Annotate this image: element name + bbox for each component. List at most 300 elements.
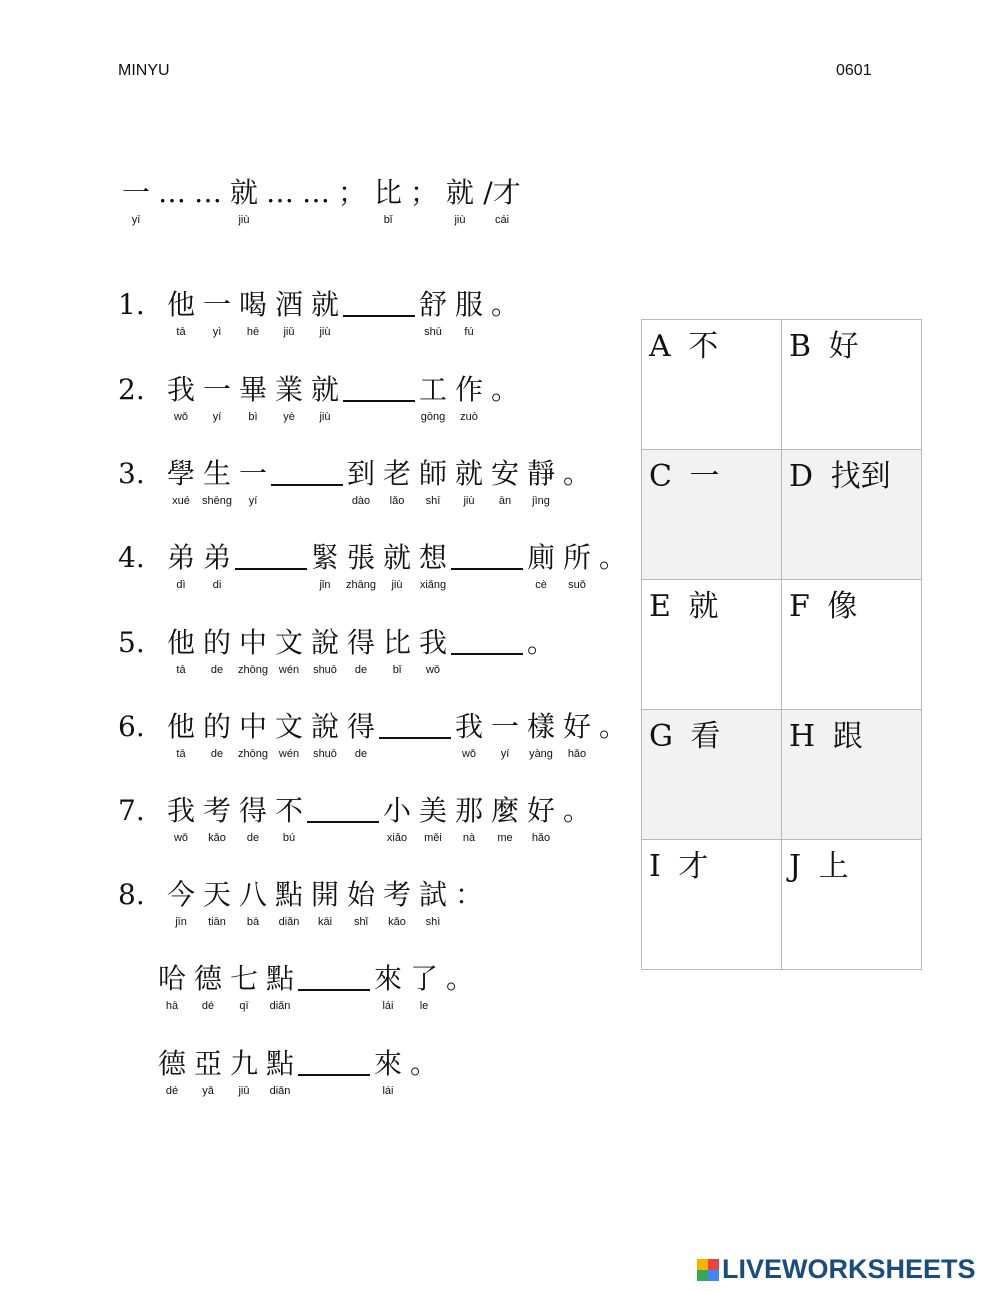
hanzi: 張 xyxy=(346,541,375,574)
option-f[interactable] xyxy=(782,580,922,710)
hanzi: 說 xyxy=(310,626,339,659)
header-right-label: 0601 xyxy=(836,62,872,79)
answer-blank[interactable] xyxy=(451,540,523,570)
option-label xyxy=(642,840,781,882)
hanzi: 不 xyxy=(274,794,303,827)
char-cell xyxy=(199,877,235,929)
worksheet-title xyxy=(118,175,526,227)
hanzi: 的 xyxy=(202,710,231,743)
hanzi: 就 xyxy=(310,373,339,406)
char-cell xyxy=(415,793,451,845)
hanzi: 。 xyxy=(490,373,519,406)
char-cell xyxy=(163,793,199,845)
char-cell xyxy=(379,540,415,592)
pinyin: dé xyxy=(165,1085,179,1097)
char-cell xyxy=(190,1046,226,1098)
char-cell xyxy=(262,961,298,1013)
hanzi: 點 xyxy=(265,1047,294,1080)
pinyin: xiǎo xyxy=(386,832,408,844)
hanzi: 樣 xyxy=(526,710,555,743)
option-label xyxy=(642,580,781,622)
hanzi: … xyxy=(158,176,186,209)
pinyin: tā xyxy=(176,326,186,338)
option-letter: G xyxy=(649,719,673,754)
pinyin: yí xyxy=(500,748,510,760)
pinyin: bā xyxy=(246,916,260,928)
pinyin: bǐ xyxy=(383,214,393,226)
question-6 xyxy=(118,709,631,761)
option-text: 就 xyxy=(688,589,719,624)
pinyin: shēng xyxy=(202,495,232,507)
option-text: 上 xyxy=(818,849,849,884)
hanzi: 安 xyxy=(490,457,519,490)
char-cell xyxy=(199,709,235,761)
pinyin: yàng xyxy=(529,748,553,760)
pinyin: jiù xyxy=(319,326,331,338)
hanzi: 到 xyxy=(346,457,375,490)
hanzi: 弟 xyxy=(202,541,231,574)
question-number: 3. xyxy=(118,457,145,490)
hanzi: 點 xyxy=(265,962,294,995)
question-7 xyxy=(118,793,595,845)
hanzi: 弟 xyxy=(166,541,195,574)
option-letter: D xyxy=(789,459,814,494)
hanzi: 。 xyxy=(490,288,519,321)
char-cell xyxy=(154,175,190,227)
char-cell xyxy=(199,456,235,508)
hanzi: 哈 xyxy=(157,962,186,995)
pinyin: tā xyxy=(176,748,186,760)
hanzi: 亞 xyxy=(193,1047,222,1080)
answer-blank[interactable] xyxy=(307,793,379,823)
hanzi: 九 xyxy=(229,1047,258,1080)
option-label xyxy=(782,710,921,752)
pinyin: diǎn xyxy=(269,1000,291,1012)
pinyin: cè xyxy=(535,579,547,591)
option-text: 像 xyxy=(827,589,858,624)
pinyin: wǒ xyxy=(173,832,189,844)
hanzi: 麼 xyxy=(490,794,519,827)
char-cell xyxy=(271,793,307,845)
option-label xyxy=(782,320,921,362)
hanzi: 。 xyxy=(526,626,555,659)
option-e[interactable] xyxy=(642,580,782,710)
char-cell xyxy=(271,709,307,761)
char-cell xyxy=(451,372,487,424)
char-cell xyxy=(523,625,559,677)
char-cell xyxy=(343,540,379,592)
pinyin: jìng xyxy=(532,495,550,507)
char-cell xyxy=(559,793,595,845)
hanzi: … xyxy=(266,176,294,209)
char-cell xyxy=(163,709,199,761)
hanzi: 他 xyxy=(166,626,195,659)
hanzi: 一 xyxy=(238,457,267,490)
option-letter: E xyxy=(649,589,671,624)
hanzi: 比 xyxy=(373,176,402,209)
char-cell xyxy=(379,877,415,929)
hanzi: 就 xyxy=(382,541,411,574)
char-cell xyxy=(343,877,379,929)
hanzi: 了 xyxy=(409,962,438,995)
char-cell xyxy=(190,961,226,1013)
pinyin: tiān xyxy=(208,916,226,928)
pinyin: bì xyxy=(248,411,258,423)
pinyin: yè xyxy=(283,411,295,423)
hanzi: 得 xyxy=(238,794,267,827)
hanzi: 天 xyxy=(202,878,231,911)
pinyin: wǒ xyxy=(461,748,477,760)
option-c[interactable] xyxy=(642,450,782,580)
char-cell xyxy=(451,793,487,845)
pinyin: jiù xyxy=(454,214,466,226)
char-cell xyxy=(163,540,199,592)
pinyin: kāi xyxy=(317,916,333,928)
char-cell xyxy=(415,372,451,424)
pinyin: diǎn xyxy=(278,916,300,928)
hanzi: 點 xyxy=(274,878,303,911)
hanzi: 比 xyxy=(382,626,411,659)
hanzi: 我 xyxy=(166,373,195,406)
answer-blank[interactable] xyxy=(298,1046,370,1076)
option-label xyxy=(642,710,781,752)
pinyin: dào xyxy=(351,495,371,507)
option-text: 看 xyxy=(690,719,721,754)
hanzi: 他 xyxy=(166,710,195,743)
char-cell xyxy=(559,456,595,508)
option-text: 找到 xyxy=(830,459,891,494)
char-cell xyxy=(487,456,523,508)
pinyin: nà xyxy=(462,832,476,844)
hanzi: 考 xyxy=(202,794,231,827)
char-cell xyxy=(415,877,451,929)
char-cell xyxy=(379,625,415,677)
pinyin: bǐ xyxy=(392,664,402,676)
hanzi: 業 xyxy=(274,373,303,406)
pinyin: xiǎng xyxy=(419,579,447,591)
char-cell xyxy=(190,175,226,227)
char-cell xyxy=(343,625,379,677)
hanzi: 他 xyxy=(166,288,195,321)
pinyin: de xyxy=(354,748,368,760)
pinyin: de xyxy=(354,664,368,676)
hanzi: 德 xyxy=(193,962,222,995)
hanzi: 考 xyxy=(382,878,411,911)
pinyin: yī xyxy=(131,214,141,226)
char-cell xyxy=(307,709,343,761)
char-cell xyxy=(199,793,235,845)
option-label xyxy=(782,840,921,882)
hanzi: ： xyxy=(454,878,483,911)
hanzi: 說 xyxy=(310,710,339,743)
logo-mark-icon xyxy=(697,1259,719,1281)
char-cell xyxy=(163,625,199,677)
char-cell xyxy=(415,287,451,339)
pinyin: měi xyxy=(424,832,442,844)
char-cell xyxy=(235,625,271,677)
hanzi: 學 xyxy=(166,457,195,490)
char-cell xyxy=(379,456,415,508)
char-cell xyxy=(343,456,379,508)
option-label xyxy=(642,320,781,362)
hanzi: 七 xyxy=(229,962,258,995)
hanzi: 好 xyxy=(562,710,591,743)
char-cell xyxy=(343,709,379,761)
pinyin: shuō xyxy=(313,748,337,760)
option-letter: I xyxy=(649,849,661,884)
char-cell xyxy=(235,709,271,761)
hanzi: 來 xyxy=(373,962,402,995)
char-cell xyxy=(199,540,235,592)
char-cell xyxy=(226,1046,262,1098)
option-letter: C xyxy=(649,459,672,494)
question-number: 2. xyxy=(118,373,145,406)
char-cell xyxy=(559,709,595,761)
char-cell xyxy=(487,372,523,424)
pinyin: yí xyxy=(212,411,222,423)
hanzi: ； xyxy=(337,176,366,209)
pinyin: cái xyxy=(494,214,510,226)
question-10 xyxy=(154,1046,442,1098)
char-cell xyxy=(451,709,487,761)
question-number: 6. xyxy=(118,710,145,743)
answer-blank[interactable] xyxy=(235,540,307,570)
hanzi: 就 xyxy=(454,457,483,490)
pinyin: wǒ xyxy=(425,664,441,676)
hanzi: 舒 xyxy=(418,288,447,321)
answer-blank[interactable] xyxy=(343,372,415,402)
char-cell xyxy=(262,1046,298,1098)
hanzi: 。 xyxy=(598,541,627,574)
char-cell xyxy=(487,287,523,339)
char-cell xyxy=(154,961,190,1013)
char-cell xyxy=(163,456,199,508)
option-letter: J xyxy=(789,849,802,884)
hanzi: 來 xyxy=(373,1047,402,1080)
pinyin: le xyxy=(419,1000,429,1012)
question-number: 1. xyxy=(118,288,145,321)
option-label xyxy=(782,450,921,492)
char-cell xyxy=(307,372,343,424)
char-cell xyxy=(595,709,631,761)
hanzi: 作 xyxy=(454,373,483,406)
pinyin: hā xyxy=(165,1000,179,1012)
pinyin: jiù xyxy=(238,214,250,226)
option-j[interactable] xyxy=(782,840,922,970)
hanzi: 。 xyxy=(562,457,591,490)
hanzi: 老 xyxy=(382,457,411,490)
hanzi: 想 xyxy=(418,541,447,574)
hanzi: 德 xyxy=(157,1047,186,1080)
char-cell xyxy=(370,961,406,1013)
pinyin: kǎo xyxy=(388,916,406,928)
hanzi: 那 xyxy=(454,794,483,827)
char-cell xyxy=(523,709,559,761)
hanzi: 喝 xyxy=(238,288,267,321)
hanzi: 酒 xyxy=(274,288,303,321)
answer-blank[interactable] xyxy=(271,456,343,486)
char-cell xyxy=(262,175,298,227)
pinyin: dì xyxy=(176,579,186,591)
liveworksheets-logo xyxy=(697,1254,976,1285)
option-text: 才 xyxy=(678,849,709,884)
option-letter: A xyxy=(649,329,671,364)
hanzi: 得 xyxy=(346,626,375,659)
pinyin: hē xyxy=(246,326,260,338)
hanzi: 中 xyxy=(238,626,267,659)
option-a[interactable] xyxy=(642,320,782,450)
char-cell xyxy=(298,175,334,227)
question-2 xyxy=(118,372,523,424)
char-cell xyxy=(199,287,235,339)
char-cell xyxy=(523,540,559,592)
pinyin: zhōng xyxy=(238,748,268,760)
hanzi: 的 xyxy=(202,626,231,659)
answer-blank[interactable] xyxy=(343,287,415,317)
char-cell xyxy=(415,540,451,592)
char-cell xyxy=(379,793,415,845)
char-cell xyxy=(199,625,235,677)
hanzi: 始 xyxy=(346,878,375,911)
char-cell xyxy=(523,793,559,845)
pinyin: jiǔ xyxy=(283,326,295,338)
char-cell xyxy=(271,372,307,424)
option-b[interactable] xyxy=(782,320,922,450)
pinyin: di xyxy=(212,579,222,591)
answer-blank[interactable] xyxy=(379,709,451,739)
char-cell xyxy=(406,1046,442,1098)
hanzi: ； xyxy=(409,176,438,209)
hanzi: 就 xyxy=(229,176,258,209)
pinyin: de xyxy=(246,832,260,844)
pinyin: shū xyxy=(424,326,442,338)
char-cell xyxy=(595,540,631,592)
option-d[interactable] xyxy=(782,450,922,580)
pinyin: lái xyxy=(382,1000,394,1012)
option-letter: H xyxy=(789,719,816,754)
hanzi: 畢 xyxy=(238,373,267,406)
hanzi: 今 xyxy=(166,878,195,911)
pinyin: fú xyxy=(464,326,474,338)
hanzi: 得 xyxy=(346,710,375,743)
pinyin: wǒ xyxy=(173,411,189,423)
option-i[interactable] xyxy=(642,840,782,970)
char-cell xyxy=(235,372,271,424)
hanzi: /才 xyxy=(483,176,521,209)
hanzi: 一 xyxy=(202,288,231,321)
char-cell xyxy=(370,1046,406,1098)
hanzi: 我 xyxy=(418,626,447,659)
option-g[interactable] xyxy=(642,710,782,840)
pinyin: xué xyxy=(172,495,190,507)
question-5 xyxy=(118,625,559,677)
option-label xyxy=(642,450,781,492)
pinyin: jǐn xyxy=(319,579,331,591)
pinyin: zhōng xyxy=(238,664,268,676)
option-h[interactable] xyxy=(782,710,922,840)
hanzi: 一 xyxy=(121,176,150,209)
hanzi: 師 xyxy=(418,457,447,490)
hanzi: 文 xyxy=(274,626,303,659)
hanzi: 就 xyxy=(310,288,339,321)
hanzi: 小 xyxy=(382,794,411,827)
pinyin: de xyxy=(210,664,224,676)
char-cell xyxy=(118,175,154,227)
char-cell xyxy=(487,709,523,761)
pinyin: yì xyxy=(212,326,222,338)
pinyin: zuò xyxy=(460,411,478,423)
pinyin: jiù xyxy=(463,495,475,507)
pinyin: jīn xyxy=(175,916,187,928)
char-cell xyxy=(235,456,271,508)
char-cell xyxy=(559,540,595,592)
hanzi: 。 xyxy=(445,962,474,995)
question-9 xyxy=(154,961,478,1013)
pinyin: diǎn xyxy=(269,1085,291,1097)
pinyin: zhāng xyxy=(346,579,376,591)
option-text: 一 xyxy=(689,459,720,494)
char-cell xyxy=(451,287,487,339)
hanzi: … xyxy=(302,176,330,209)
char-cell xyxy=(406,961,442,1013)
char-cell xyxy=(226,961,262,1013)
char-cell xyxy=(307,287,343,339)
char-cell xyxy=(451,877,487,929)
hanzi: 緊 xyxy=(310,541,339,574)
answer-blank[interactable] xyxy=(451,625,523,655)
question-4 xyxy=(118,540,631,592)
pinyin: wén xyxy=(278,664,300,676)
hanzi: 一 xyxy=(202,373,231,406)
hanzi: 生 xyxy=(202,457,231,490)
hanzi: 。 xyxy=(409,1047,438,1080)
char-cell xyxy=(307,540,343,592)
hanzi: 文 xyxy=(274,710,303,743)
pinyin: gōng xyxy=(420,411,446,423)
hanzi: 試 xyxy=(418,878,447,911)
char-cell xyxy=(334,175,370,227)
answer-blank[interactable] xyxy=(298,961,370,991)
pinyin: shuō xyxy=(313,664,337,676)
question-1 xyxy=(118,287,523,339)
char-cell xyxy=(442,175,478,227)
char-cell xyxy=(370,175,406,227)
char-cell xyxy=(163,877,199,929)
char-cell xyxy=(271,287,307,339)
pinyin: tā xyxy=(176,664,186,676)
char-cell xyxy=(163,287,199,339)
option-letter: B xyxy=(789,329,812,364)
char-cell xyxy=(235,793,271,845)
char-cell xyxy=(154,1046,190,1098)
pinyin: hǎo xyxy=(567,748,587,760)
char-cell xyxy=(478,175,526,227)
hanzi: 就 xyxy=(445,176,474,209)
char-cell xyxy=(307,625,343,677)
hanzi: 八 xyxy=(238,878,267,911)
char-cell xyxy=(235,287,271,339)
hanzi: 中 xyxy=(238,710,267,743)
char-cell xyxy=(235,877,271,929)
pinyin: lái xyxy=(382,1085,394,1097)
option-text: 不 xyxy=(688,329,719,364)
hanzi: 所 xyxy=(562,541,591,574)
question-number: 4. xyxy=(118,541,145,574)
hanzi: 服 xyxy=(454,288,483,321)
pinyin: shī xyxy=(425,495,441,507)
hanzi: 開 xyxy=(310,878,339,911)
pinyin: bú xyxy=(282,832,296,844)
